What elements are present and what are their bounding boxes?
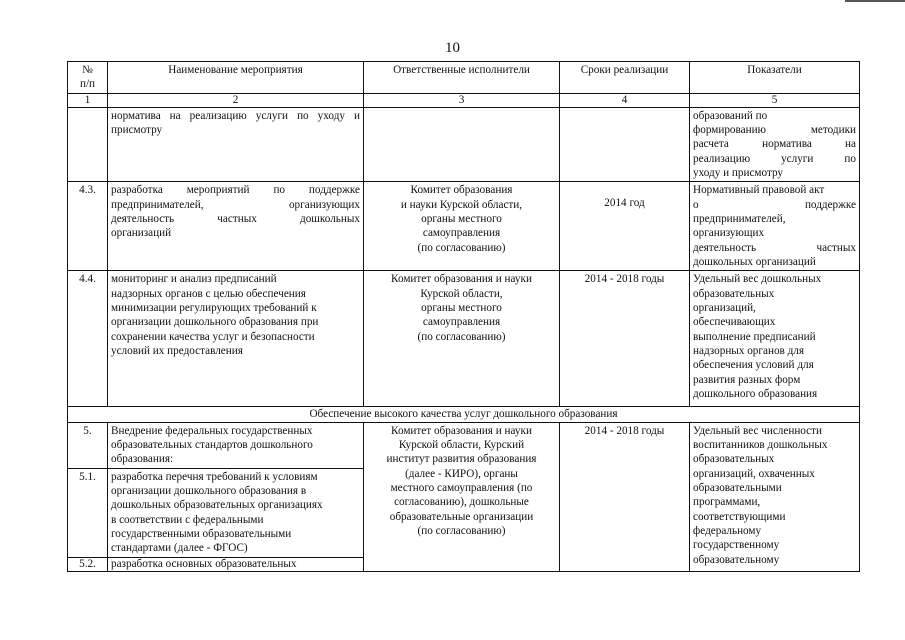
indicator-line: расчета норматива на	[693, 138, 856, 151]
table-row	[68, 422, 860, 468]
measure-line: разработка мероприятий по поддержке	[111, 184, 360, 197]
executors: Комитет образования и науки Курской области, Курский институт развития образования (далее - КИРО), органы местного самоуправления (по согласованию), дошкольные образовательные организации (по согласованию)	[364, 422, 560, 571]
measure-name: Внедрение федеральных государственных образовательных стандартов дошкольного образования:	[108, 422, 364, 468]
indicator-line: реализацию услуги по	[693, 152, 856, 165]
col-number: 2	[108, 93, 364, 107]
measure-name: разработка основных образовательных	[108, 557, 364, 571]
indicator-line: дошкольных организаций	[693, 255, 816, 268]
indicators	[690, 182, 860, 271]
header-indicators: Показатели	[690, 62, 860, 94]
terms: 2014 - 2018 годы	[560, 422, 690, 571]
row-number: 5.	[68, 422, 108, 468]
measure-name: мониторинг и анализ предписаний надзорных органов с целью обеспечения минимизации регулирующих требований к организации дошкольного образования при сохранении качества услуг и безопасности условий их предоставления	[108, 271, 364, 407]
terms	[560, 107, 690, 182]
terms: 2014 - 2018 годы	[560, 271, 690, 407]
row-number: 4.3.	[68, 182, 108, 271]
table-row	[68, 107, 860, 182]
executors: Комитет образования и науки Курской области, органы местного самоуправления (по согласованию)	[364, 271, 560, 407]
corner-line	[845, 0, 905, 2]
measure-name: разработка перечня требований к условиям организации дошкольного образования в дошкольных образовательных организациях в соответствии с федеральными государственными образовательными стандартами (далее - ФГОС)	[108, 468, 364, 557]
measure-line: предпринимателей, организующих	[111, 198, 360, 211]
row-number	[68, 107, 108, 182]
measure-name: норматива на реализацию услуги по уходу и присмотру	[108, 107, 364, 182]
measure-line: организаций	[111, 227, 172, 240]
indicators: Удельный вес численности воспитанников дошкольных образовательных организаций, охваченных образовательными программами, соответствующими федеральному государственному образовательному	[690, 422, 860, 571]
header-terms: Сроки реализации	[560, 62, 690, 94]
section-title: Обеспечение высокого качества услуг дошкольного образования	[68, 407, 860, 422]
column-numbers-row	[68, 93, 860, 107]
executors: Комитет образования и науки Курской области, органы местного самоуправления (по согласованию)	[364, 182, 560, 271]
measure-name	[108, 182, 364, 271]
col-number: 1	[68, 93, 108, 107]
indicator-line: Нормативный правовой акт	[693, 184, 825, 197]
terms: 2014 год	[560, 182, 690, 271]
row-number: 5.1.	[68, 468, 108, 557]
measures-table	[67, 61, 860, 572]
indicator-line: образований по	[693, 109, 768, 122]
indicator-line: уходу и присмотру	[693, 166, 784, 179]
indicators: Удельный вес дошкольных образовательных организаций, обеспечивающих выполнение предписаний надзорных органов для обеспечения условий для развития разных форм дошкольного образования	[690, 271, 860, 407]
col-number: 5	[690, 93, 860, 107]
col-number: 4	[560, 93, 690, 107]
page-number: 10	[445, 40, 460, 56]
executors	[364, 107, 560, 182]
indicator-line: деятельность частных	[693, 241, 856, 254]
col-number: 3	[364, 93, 560, 107]
table-row	[68, 271, 860, 407]
row-number: 4.4.	[68, 271, 108, 407]
indicator-line: организующих	[693, 227, 765, 240]
indicators	[690, 107, 860, 182]
header-num: № п/п	[68, 62, 108, 94]
indicator-line: формированию методики	[693, 123, 856, 136]
header-row	[68, 62, 860, 94]
indicator-line: предпринимателей,	[693, 212, 786, 225]
row-number: 5.2.	[68, 557, 108, 571]
section-row	[68, 407, 860, 422]
table-row	[68, 182, 860, 271]
header-executors: Ответственные исполнители	[364, 62, 560, 94]
header-name: Наименование мероприятия	[108, 62, 364, 94]
indicator-line: о поддержке	[693, 198, 856, 211]
measure-line: деятельность частных дошкольных	[111, 212, 360, 225]
